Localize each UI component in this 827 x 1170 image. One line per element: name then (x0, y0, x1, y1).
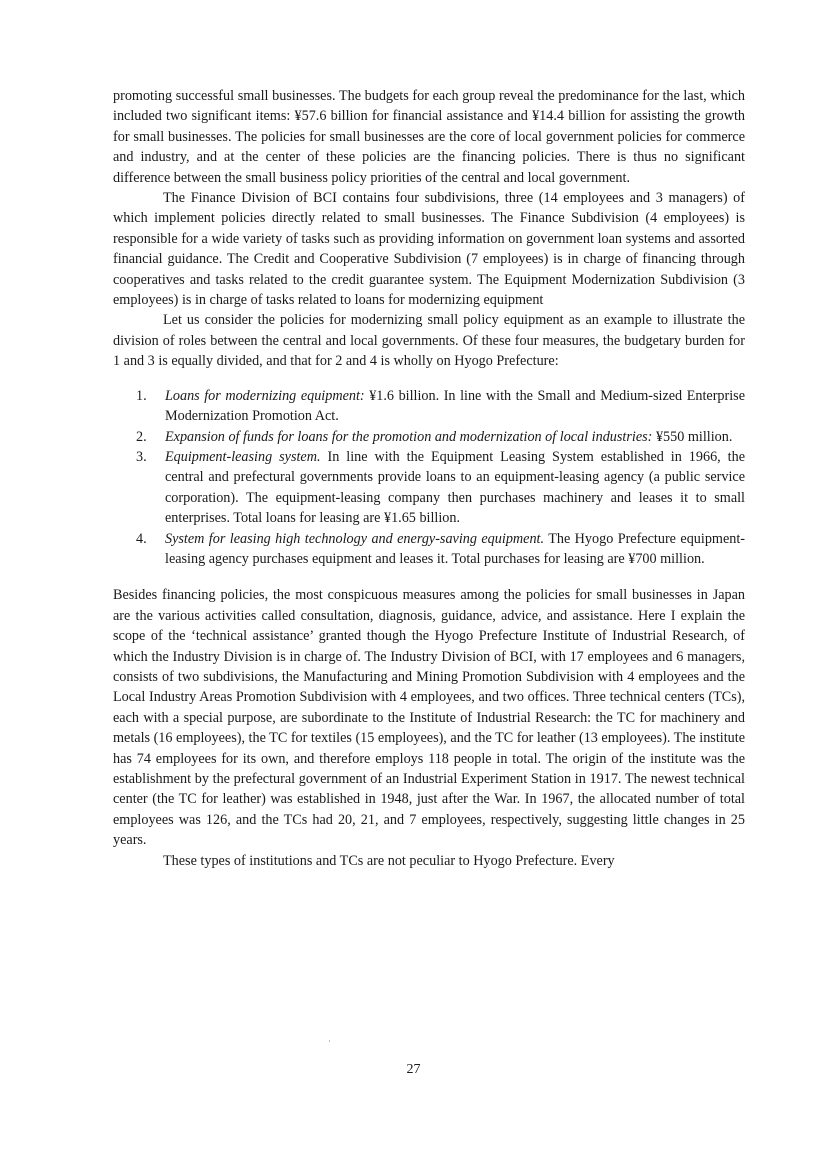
list-item (113, 447, 745, 529)
paragraph-modernization-example: Let us consider the policies for modernizing small policy equipment as an example to illustrate the division of roles between the central and local governments. Of these four measures, the budgetary burden for 1 and 3 is equally divided, and that for 2 and 4 is wholly on Hyogo Prefecture: (113, 312, 745, 370)
paragraph-technical-assistance: Besides financing policies, the most conspicuous measures among the policies for small businesses in Japan are the various activities called consultation, diagnosis, guidance, advice, and assistance. Here I explain the scope of the ‘technical assistance’ granted though the Hyogo Prefecture Institute of Industrial Research, of which the Industry Division is in charge of. The Industry Division of BCI, with 17 employees and 6 managers, consists of two subdivisions, the Manufacturing and Mining Promotion Subdivision with 4 employees and the Local Industry Areas Promotion Subdivision with 4 employees, and two offices. Three technical centers (TCs), each with a special purpose, are subordinate to the Institute of Industrial Research: the TC for machinery and metals (16 employees), the TC for textiles (15 employees), and the TC for leather (13 employees). The institute has 74 employees for its own, and therefore employs 118 people in total. The origin of the institute was the establishment by the prefectural government of an Industrial Experiment Station in 1917. The newest technical center (the TC for leather) was established in 1948, just after the War. In 1967, the allocated number of total employees was 126, and the TCs had 20, 21, and 7 employees, respectively, suggesting little changes in 25 years. (113, 587, 745, 849)
scan-speck (329, 1040, 330, 1042)
list-item-separator: : (359, 387, 365, 404)
measures-list (113, 386, 745, 570)
list-item-separator: : (647, 428, 653, 445)
list-item-number: 4. (136, 530, 147, 547)
list-item-number: 2. (136, 428, 147, 445)
paragraph-institutions: These types of institutions and TCs are not peculiar to Hyogo Prefecture. Every (163, 852, 615, 869)
paragraph-finance-division: The Finance Division of BCI contains four subdivisions, three (14 employees and 3 managers) of which implement policies directly related to small businesses. The Finance Subdivision (4 employees) is responsible for a wide variety of tasks such as providing information on government loan systems and assorted financial guidance. The Credit and Cooperative Subdivision (7 employees) is in charge of financing through cooperatives and tasks related to the credit guarantee system. The Equipment Modernization Subdivision (3 employees) is in charge of tasks related to loans for modernizing equipment (113, 190, 745, 309)
list-item-title: Equipment-leasing system (165, 448, 317, 465)
list-item-title: Loans for modernizing equipment (165, 387, 360, 404)
list-item-text: In line with the Equipment Leasing System established in 1966, the central and prefectural governments provide loans to an equipment-leasing agency (a public service corporation). The equipment-leasing company then purchases machinery and leases it to small enterprises. Total loans for leasing are ¥1.65 billion. (165, 448, 745, 527)
page-number: 27 (406, 1062, 421, 1077)
list-item-number: 1. (136, 387, 147, 404)
list-item-separator: . (316, 448, 321, 465)
list-item-title: Expansion of funds for loans for the promotion and modernization of local industries (165, 428, 648, 445)
list-item-text: ¥1.6 billion. In line with the Small and Medium-sized Enterprise Modernization Promotion Act. (165, 387, 745, 425)
list-item-separator: . (540, 530, 545, 547)
list-item-title: System for leasing high technology and energy-saving equipment (165, 530, 541, 547)
list-item-text: ¥550 million. (652, 428, 733, 445)
list-item-text: The Hyogo Prefecture equipment-leasing agency purchases equipment and leases it. Total purchases for leasing are ¥700 million. (165, 530, 746, 567)
list-item (113, 386, 745, 427)
list-item-number: 3. (136, 448, 147, 465)
paragraph-budgets: promoting successful small businesses. The budgets for each group reveal the predominance for the last, which included two significant items: ¥57.6 billion for financial assistance and ¥14.4 billion for assisting the growth for small businesses. The policies for small businesses are the core of local government policies for commerce and industry, and at the center of these policies are the financing policies. There is thus no significant difference between the small business policy priorities of the central and local government. (113, 88, 745, 186)
list-item (113, 427, 745, 447)
document-body (113, 86, 745, 871)
list-item (113, 529, 745, 570)
